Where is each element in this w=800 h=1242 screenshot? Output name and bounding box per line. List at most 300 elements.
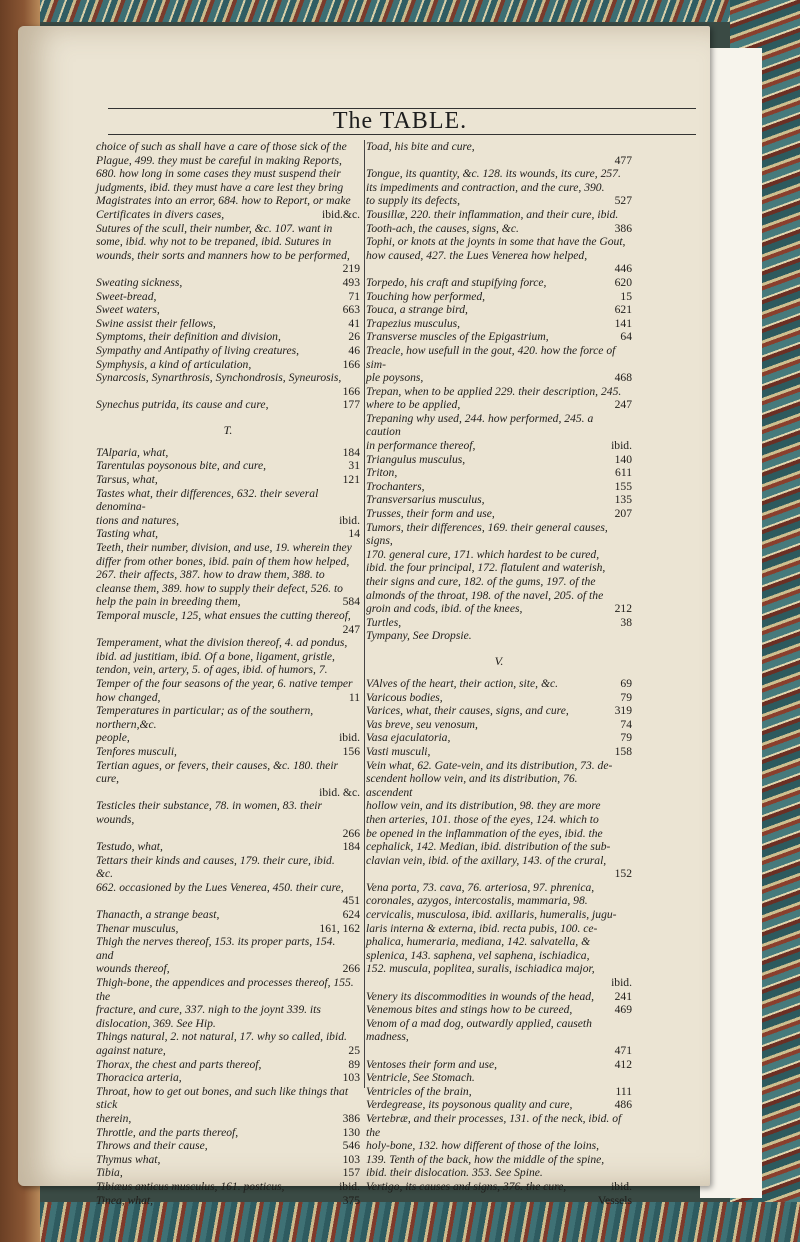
index-line xyxy=(366,922,632,936)
index-line xyxy=(96,595,360,609)
index-line xyxy=(96,582,360,596)
index-line xyxy=(366,249,632,263)
index-entry-text: Thenar musculus, xyxy=(96,921,179,935)
index-line xyxy=(96,527,360,541)
index-entry-text: VAlves of the heart, their action, site, &c. xyxy=(366,676,559,690)
page-reference: 527 xyxy=(614,194,632,208)
page-reference: 89 xyxy=(348,1057,360,1071)
index-entry-text: splenica, 143. saphena, vel saphena, ischiadica, xyxy=(366,948,590,962)
index-line xyxy=(366,317,632,331)
index-line xyxy=(96,208,360,222)
index-line xyxy=(96,731,360,745)
page-reference: 103 xyxy=(342,1071,360,1085)
index-line xyxy=(366,208,632,222)
index-entry-text: clavian vein, ibid. of the axillary, 143. of the crural, xyxy=(366,853,607,867)
page-reference: 158 xyxy=(614,744,632,758)
page-reference: 212 xyxy=(614,602,632,616)
index-entry-text: 662. occasioned by the Lues Venerea, 450. their cure, xyxy=(96,880,344,894)
page-reference: 207 xyxy=(614,507,632,521)
index-entry-text: Synarcosis, Synarthrosis, Synchondrosis, Syneurosis, xyxy=(96,371,342,385)
index-line xyxy=(96,908,360,922)
index-line xyxy=(96,1166,360,1180)
index-line xyxy=(366,1180,632,1194)
index-line xyxy=(96,962,360,976)
index-line xyxy=(96,1139,360,1153)
page-reference: 152 xyxy=(614,867,632,881)
index-entry-text: tendon, vein, artery, 5. of ages, ibid. of humors, 7. xyxy=(96,663,328,677)
page-reference: 38 xyxy=(620,615,632,629)
index-line xyxy=(366,867,632,881)
index-line xyxy=(366,602,632,616)
index-entry-text: 152. muscula, poplitea, suralis, ischiadica major, xyxy=(366,962,595,976)
index-line xyxy=(366,235,632,249)
index-line xyxy=(366,154,632,168)
index-entry-text: Teeth, their number, division, and use, 19. wherein they xyxy=(96,541,352,555)
page-reference: 493 xyxy=(342,275,360,289)
page-reference: Vessels xyxy=(597,1193,632,1207)
index-line xyxy=(96,398,360,412)
page-reference: 79 xyxy=(620,690,632,704)
index-entry-text: Venemous bites and stings how to be cureed, xyxy=(366,1003,573,1017)
index-line xyxy=(96,317,360,331)
page-reference: 26 xyxy=(348,330,360,344)
page-reference: 386 xyxy=(342,1111,360,1125)
index-line xyxy=(96,786,360,800)
index-line xyxy=(96,1180,360,1194)
index-line xyxy=(96,371,360,385)
index-line xyxy=(96,1194,360,1208)
index-line xyxy=(366,976,632,990)
index-entry-text: Testicles their substance, 78. in women, 83. their wounds, xyxy=(96,799,322,826)
index-entry-text: Thoracica arteria, xyxy=(96,1071,182,1085)
index-entry-text: help the pain in breeding them, xyxy=(96,595,241,609)
index-entry-text: people, xyxy=(96,731,130,745)
index-line xyxy=(366,691,632,705)
index-line xyxy=(366,344,632,371)
index-line xyxy=(366,453,632,467)
index-entry-text: Toad, his bite and cure, xyxy=(366,140,475,153)
index-line xyxy=(366,1153,632,1167)
index-line xyxy=(366,745,632,759)
index-line xyxy=(96,446,360,460)
page-reference: 71 xyxy=(348,289,360,303)
index-entry-text: in performance thereof, xyxy=(366,439,476,453)
left-entries-t xyxy=(96,446,360,1207)
index-entry-text: Thorax, the chest and parts thereof, xyxy=(96,1057,262,1071)
index-entry-text: Swine assist their fellows, xyxy=(96,316,216,330)
index-line xyxy=(96,262,360,276)
section-heading-v: V. xyxy=(494,653,504,668)
marbled-cover-top xyxy=(0,0,800,22)
index-line xyxy=(366,222,632,236)
page-reference: 166 xyxy=(342,384,360,398)
index-entry-text: Transverse muscles of the Epigastrium, xyxy=(366,330,549,344)
index-line xyxy=(366,412,632,439)
index-line xyxy=(366,840,632,854)
index-entry-text: coronales, azygos, intercostalis, mammaria, 98. xyxy=(366,894,588,908)
index-entry-text: how caused, 427. the Lues Venerea how helped, xyxy=(366,248,588,262)
index-entry-text: wounds thereof, xyxy=(96,962,170,976)
page-reference: 477 xyxy=(614,153,632,167)
page-reference: 611 xyxy=(615,466,632,480)
index-entry-text: holy-bone, 132. how different of those of the loins, xyxy=(366,1139,600,1153)
index-line xyxy=(96,1058,360,1072)
index-line xyxy=(366,677,632,691)
index-line xyxy=(366,629,632,643)
page-reference: 184 xyxy=(342,840,360,854)
page-reference: ibid. xyxy=(611,439,632,453)
index-line xyxy=(366,575,632,589)
index-line xyxy=(366,962,632,976)
title-rule xyxy=(108,134,696,135)
index-entry-text: then arteries, 101. those of the eyes, 124. which to xyxy=(366,812,599,826)
page-reference: 624 xyxy=(342,908,360,922)
index-line xyxy=(96,1126,360,1140)
index-entry-text: Trusses, their form and use, xyxy=(366,507,495,521)
index-entry-text: groin and cods, ibid. of the knees, xyxy=(366,602,523,616)
index-entry-text: fracture, and cure, 337. nigh to the joynt 339. its xyxy=(96,1003,321,1017)
page-reference: 486 xyxy=(614,1098,632,1112)
index-entry-text: Turtles, xyxy=(366,615,402,629)
index-entry-text: Sweet waters, xyxy=(96,303,160,317)
index-entry-text: Thymus what, xyxy=(96,1152,161,1166)
page-reference: 41 xyxy=(348,316,360,330)
index-line xyxy=(366,616,632,630)
page-reference: 319 xyxy=(614,704,632,718)
index-line xyxy=(366,262,632,276)
index-line xyxy=(366,908,632,922)
page-reference: 219 xyxy=(342,262,360,276)
index-entry-text: phalica, humeraria, mediana, 142. salvatella, & xyxy=(366,935,591,949)
index-line xyxy=(366,1003,632,1017)
index-entry-text: Tousillæ, 220. their inflammation, and their cure, ibid. xyxy=(366,207,619,221)
index-line xyxy=(96,745,360,759)
index-entry-text: Touching how performed, xyxy=(366,289,486,303)
index-entry-text: Sweating sickness, xyxy=(96,275,183,289)
page-reference: ibid.&c. xyxy=(322,207,360,221)
index-line xyxy=(366,276,632,290)
index-entry-text: Thigh-bone, the appendices and processes thereof, 155. the xyxy=(96,976,354,1003)
index-entry-text: choice of such as shall have a care of those sick of the xyxy=(96,140,347,153)
index-line xyxy=(366,881,632,895)
index-line xyxy=(96,759,360,786)
index-line xyxy=(96,235,360,249)
index-line xyxy=(366,493,632,507)
index-line xyxy=(366,385,632,399)
page-reference: 135 xyxy=(614,493,632,507)
section-heading-t: T. xyxy=(223,422,233,437)
index-line xyxy=(96,385,360,399)
index-line xyxy=(366,1166,632,1180)
index-entry-text: Symptoms, their definition and division, xyxy=(96,330,281,344)
index-line xyxy=(366,894,632,908)
index-line xyxy=(366,371,632,385)
right-entries-v xyxy=(366,677,632,1207)
index-line xyxy=(96,487,360,514)
index-entry-text: Treacle, how usefull in the gout, 420. how the force of sim- xyxy=(366,343,616,371)
index-line xyxy=(366,589,632,603)
index-line xyxy=(96,922,360,936)
index-line xyxy=(96,636,360,650)
index-entry-text: Sweet-bread, xyxy=(96,289,157,303)
index-line xyxy=(96,459,360,473)
page-reference: ibid. xyxy=(339,1179,360,1193)
index-line xyxy=(96,1112,360,1126)
index-line xyxy=(366,303,632,317)
index-line xyxy=(96,799,360,826)
page-reference: 663 xyxy=(342,303,360,317)
marbled-cover-bottom xyxy=(0,1202,800,1242)
index-line xyxy=(96,1085,360,1112)
index-entry-text: Vas breve, seu venosum, xyxy=(366,717,478,731)
index-line xyxy=(96,935,360,962)
index-entry-text: laris interna & externa, ibid. recta pubis, 100. ce- xyxy=(366,921,598,935)
page-reference: 471 xyxy=(614,1044,632,1057)
index-line xyxy=(96,623,360,637)
index-line xyxy=(96,1071,360,1085)
index-entry-text: 680. how long in some cases they must suspend their xyxy=(96,167,341,181)
index-line xyxy=(366,398,632,412)
page-reference: 266 xyxy=(342,826,360,840)
index-line xyxy=(366,1085,632,1099)
index-entry-text: Temporal muscle, 125, what ensues the cutting thereof, xyxy=(96,609,351,622)
page-reference: 584 xyxy=(342,595,360,609)
index-entry-text: tions and natures, xyxy=(96,513,179,527)
page-reference: 64 xyxy=(620,330,632,344)
index-line xyxy=(366,194,632,208)
index-entry-text: Tibiæus anticus musculus, 161. posticus, xyxy=(96,1179,285,1193)
page-reference: 621 xyxy=(614,303,632,317)
page-reference: 103 xyxy=(342,1152,360,1166)
index-line xyxy=(96,609,360,623)
index-entry-text: Testudo, what, xyxy=(96,840,163,854)
index-line xyxy=(366,813,632,827)
index-line xyxy=(96,976,360,1003)
index-line xyxy=(366,480,632,494)
index-line xyxy=(366,548,632,562)
index-entry-text: Things natural, 2. not natural, 17. why so called, ibid. xyxy=(96,1030,347,1044)
index-entry-text: wounds, their sorts and manners how to be performed, xyxy=(96,248,350,262)
page-reference: 14 xyxy=(348,527,360,541)
index-line xyxy=(96,840,360,854)
index-line xyxy=(366,1058,632,1072)
index-entry-text: ibid. their dislocation. 353. See Spine. xyxy=(366,1166,543,1180)
index-line xyxy=(96,1153,360,1167)
index-line xyxy=(96,677,360,691)
index-entry-text: dislocation, 369. See Hip. xyxy=(96,1016,216,1030)
index-line xyxy=(366,854,632,868)
index-entry-text: Temper of the four seasons of the year, 6. native temper xyxy=(96,676,353,690)
index-entry-text: Plague, 499. they must be careful in making Reports, xyxy=(96,153,342,167)
index-entry-text: almonds of the throat, 198. of the navel, 205. of the xyxy=(366,588,604,602)
page-reference: 241 xyxy=(614,989,632,1003)
left-column xyxy=(96,140,360,1207)
index-entry-text: Vertebræ, and their processes, 131. of the neck, ibid. of the xyxy=(366,1111,622,1139)
column-divider xyxy=(364,140,365,1088)
index-line xyxy=(96,140,360,154)
page-reference: 140 xyxy=(614,452,632,466)
index-entry-text: Vena porta, 73. cava, 76. arteriosa, 97. phrenica, xyxy=(366,880,595,894)
index-entry-text: Venery its discommodities in wounds of the head, xyxy=(366,989,594,1003)
index-line xyxy=(366,1139,632,1153)
index-line xyxy=(366,990,632,1004)
index-entry-text: Temperatures in particular; as of the southern, northern,&c. xyxy=(96,704,314,731)
index-line xyxy=(366,935,632,949)
page-reference: 451 xyxy=(342,894,360,908)
page-reference: 111 xyxy=(615,1084,632,1098)
index-entry-text: Sympathy and Antipathy of living creatures, xyxy=(96,343,300,357)
index-entry-text: Ventricles of the brain, xyxy=(366,1084,472,1098)
page-reference: ibid. &c. xyxy=(319,785,360,799)
index-entry-text: Tibia, xyxy=(96,1166,123,1180)
right-column xyxy=(366,140,632,1207)
index-entry-text: Vasti musculi, xyxy=(366,744,431,758)
index-entry-text: Touca, a strange bird, xyxy=(366,303,468,317)
index-entry-text: ibid. ad justitiam, ibid. Of a bone, ligament, gristle, xyxy=(96,649,335,663)
index-entry-text: Throat, how to get out bones, and such like things that stick xyxy=(96,1084,349,1112)
index-line xyxy=(366,718,632,732)
index-entry-text: Ventoses their form and use, xyxy=(366,1057,498,1071)
index-entry-text: Torpedo, his craft and stupifying force, xyxy=(366,275,547,289)
index-entry-text: Trepan, when to be applied 229. their description, 245. xyxy=(366,384,622,398)
index-line xyxy=(366,140,632,154)
index-entry-text: Tarsus, what, xyxy=(96,473,158,487)
index-entry-text: Trepaning why used, 244. how performed, 245. a caution xyxy=(366,411,594,439)
index-line xyxy=(366,1071,632,1085)
index-entry-text: Vertigo, its causes and signs, 376. the cure, xyxy=(366,1179,567,1193)
index-line xyxy=(366,290,632,304)
index-entry-text: ibid. the four principal, 172. flatulent and waterish, xyxy=(366,561,606,575)
index-entry-text: therein, xyxy=(96,1111,132,1125)
page-reference: 184 xyxy=(342,445,360,459)
page-reference: 46 xyxy=(348,343,360,357)
index-line xyxy=(366,167,632,181)
index-entry-text: cleanse them, 389. how to supply their defect, 526. to xyxy=(96,581,343,595)
index-line xyxy=(96,650,360,664)
index-line xyxy=(96,154,360,168)
index-line xyxy=(366,827,632,841)
index-entry-text: Tongue, its quantity, &c. 128. its wounds, its cure, 257. xyxy=(366,167,621,181)
page-reference: 157 xyxy=(342,1166,360,1180)
index-line xyxy=(366,507,632,521)
index-line xyxy=(96,330,360,344)
index-entry-text: 170. general cure, 171. which hardest to be cured, xyxy=(366,547,600,561)
page-reference: 546 xyxy=(342,1139,360,1153)
index-entry-text: Certificates in divers cases, xyxy=(96,207,225,221)
index-entry-text: Ventricle, See Stomach. xyxy=(366,1071,475,1085)
index-line xyxy=(366,181,632,195)
index-entry-text: 139. Tenth of the back, how the middle of the spine, xyxy=(366,1152,605,1166)
index-entry-text: Thigh the nerves thereof, 153. its proper parts, 154. and xyxy=(96,935,336,962)
index-entry-text: Venom of a mad dog, outwardly applied, causeth madness, xyxy=(366,1016,592,1044)
index-line xyxy=(96,1003,360,1017)
index-entry-text: Tasting what, xyxy=(96,527,159,541)
page-reference: 15 xyxy=(620,289,632,303)
index-entry-text: Varicous bodies, xyxy=(366,690,443,704)
index-line xyxy=(96,290,360,304)
page-reference: 247 xyxy=(614,398,632,412)
index-line xyxy=(96,1044,360,1058)
index-line xyxy=(366,1194,632,1208)
page-reference: 177 xyxy=(342,398,360,412)
index-entry-text: Tophi, or knots at the joynts in some that have the Gout, xyxy=(366,235,626,249)
page-title: The TABLE. xyxy=(332,108,468,134)
index-entry-text: some, ibid. why not to be trepaned, ibid. Sutures in xyxy=(96,235,332,249)
page-reference: 155 xyxy=(614,479,632,493)
index-entry-text: Tinea, what, xyxy=(96,1193,154,1207)
index-line xyxy=(96,303,360,317)
index-line xyxy=(96,473,360,487)
index-line xyxy=(366,704,632,718)
index-line xyxy=(96,514,360,528)
page-reference: 74 xyxy=(620,717,632,731)
index-entry-text: Vasa ejaculatoria, xyxy=(366,731,451,745)
page-reference: 468 xyxy=(614,371,632,385)
page-reference: ibid. xyxy=(611,976,632,990)
index-entry-text: Triangulus musculus, xyxy=(366,452,466,466)
index-entry-text: judgments, ibid. they must have a care lest they bring xyxy=(96,180,344,194)
index-line xyxy=(366,561,632,575)
index-entry-text: scendent hollow vein, and its distribution, 76. ascendent xyxy=(366,772,578,799)
index-line xyxy=(96,1030,360,1044)
index-entry-text: to supply its defects, xyxy=(366,194,461,208)
page-reference: ibid. xyxy=(611,1179,632,1193)
page-reference: 11 xyxy=(348,690,360,704)
index-line xyxy=(366,1017,632,1044)
index-line xyxy=(96,358,360,372)
index-entry-text: their signs and cure, 182. of the gums, 197. of the xyxy=(366,575,596,588)
index-line xyxy=(366,1044,632,1058)
index-entry-text: Varices, what, their causes, signs, and cure, xyxy=(366,704,569,718)
index-entry-text: Tastes what, their differences, 632. their several denomina- xyxy=(96,486,319,514)
index-entry-text: ple poysons, xyxy=(366,371,424,385)
page-reference: 161, 162 xyxy=(319,921,360,935)
index-entry-text: Sutures of the scull, their number, &c. 107. want in xyxy=(96,221,333,235)
page-reference: 375 xyxy=(342,1193,360,1207)
index-entry-text: Tympany, See Dropsie. xyxy=(366,629,472,643)
index-line xyxy=(366,1098,632,1112)
page-reference: 69 xyxy=(620,676,632,690)
index-line xyxy=(96,167,360,181)
index-entry-text: Thanacth, a strange beast, xyxy=(96,908,220,922)
index-entry-text: Symphysis, a kind of articulation, xyxy=(96,357,252,371)
index-entry-text: Transversarius musculus, xyxy=(366,493,485,507)
index-entry-text: cephalick, 142. Median, ibid. distribution of the sub- xyxy=(366,840,611,854)
index-entry-text: 267. their affects, 387. how to draw them, 388. to xyxy=(96,568,325,582)
index-line xyxy=(366,949,632,963)
index-line xyxy=(366,772,632,799)
index-line xyxy=(96,691,360,705)
index-entry-text: Throws and their cause, xyxy=(96,1139,208,1153)
index-line xyxy=(96,344,360,358)
index-line xyxy=(96,568,360,582)
index-entry-text: Triton, xyxy=(366,466,398,480)
page-reference: 386 xyxy=(614,221,632,235)
index-line xyxy=(96,854,360,881)
right-entries-t xyxy=(366,140,632,643)
index-line xyxy=(96,222,360,236)
index-entry-text: Tumors, their differences, 169. their general causes, signs, xyxy=(366,520,608,548)
index-entry-text: hollow vein, and its distribution, 98. they are more xyxy=(366,799,601,813)
index-entry-text: Verdegrease, its poysonous quality and cure, xyxy=(366,1098,573,1112)
index-entry-text: Synechus putrida, its cause and cure, xyxy=(96,398,269,412)
index-line xyxy=(96,881,360,895)
index-line xyxy=(96,276,360,290)
page-reference: 31 xyxy=(348,459,360,473)
page-reference: 79 xyxy=(620,731,632,745)
index-entry-text: cervicalis, musculosa, ibid. axillaris, humeralis, jugu- xyxy=(366,908,617,922)
page-reference: 130 xyxy=(342,1125,360,1139)
